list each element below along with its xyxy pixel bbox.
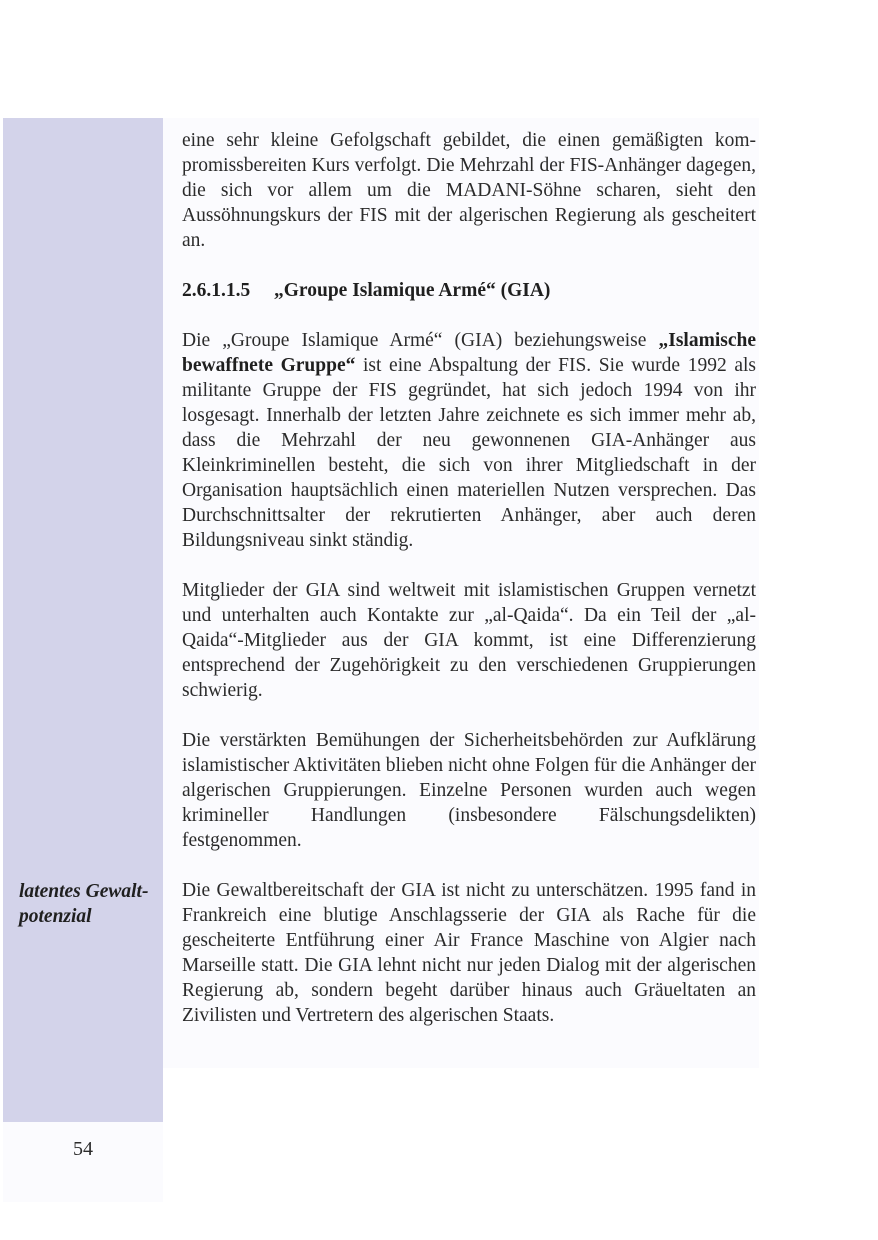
margin-sidebar [3,118,163,1122]
margin-note-line-1: latentes Gewalt- [19,881,149,902]
paragraph-continuation: eine sehr kleine Gefolgschaft gebildet, die einen gemäßigten kompromissbereiten Kurs verfolgt. Die Mehrzahl der FIS-Anhänger dagegen, die sich vor allem um die MADANI-Söhne scharen, sieht den Aussöhnungskurs der FIS mit der algerischen Regierung als gescheitert an. [182,130,756,251]
main-text-column [182,128,756,1053]
section-title: „Groupe Islamique Armé“ (GIA) [274,280,551,301]
paragraph-security-efforts: Die verstärkten Bemühungen der Sicherheitsbehörden zur Aufklärung islamistischer Aktivitäten blieben nicht ohne Folgen für die Anhänger der algerischen Gruppierungen. Einzelne Personen wurden auch wegen krimineller Handlungen (insbesondere Fälschungsdelikten) festgenommen. [182,730,756,851]
page-number: 54 [73,1138,93,1160]
margin-note [19,879,164,929]
page-number-box [3,1122,163,1202]
paragraph-gia-network: Mitglieder der GIA sind weltweit mit islamistischen Gruppen vernetzt und unterhalten auch Kontakte zur „al-Qaida“. Da ein Teil der „al-Qaida“-Mitglieder aus der GIA kommt, ist eine Differenzierung entsprechend der Zugehörigkeit zu den verschiedenen Gruppierungen schwierig. [182,580,756,701]
paragraph-violence: Die Gewaltbereitschaft der GIA ist nicht zu unterschätzen. 1995 fand in Frankreich eine blutige Anschlagsserie der GIA als Rache für die gescheiterte Entführung einer Air France Maschine von Algier nach Marseille statt. Die GIA lehnt nicht nur jeden Dialog mit der algerischen Regierung ab, sondern begeht darüber hinaus auch Gräueltaten an Zivilisten und Vertretern des algerischen Staats. [182,880,756,1026]
paragraph-gia-intro [182,328,756,553]
margin-note-line-2: potenzial [19,906,92,927]
gia-german-name: „Islamische bewaffnete Gruppe“ [182,330,756,376]
section-number: 2.6.1.1.5 [182,280,251,301]
paragraph-gia-intro-start: Die „Groupe Islamique Armé“ (GIA) beziehungsweise [182,330,659,351]
paragraph-gia-intro-rest: ist eine Abspaltung der FIS. Sie wurde 1992 als militante Gruppe der FIS gegründet, hat sich jedoch 1994 von ihr losgesagt. Innerhalb der letzten Jahre zeichnete es sich immer mehr ab, dass die Mehrzahl der neu gewonnenen GIA-Anhänger aus Kleinkriminellen besteht, die sich von ihrer Mitgliedschaft in der Organisation hauptsächlich einen materiellen Nutzen versprechen. Das Durchschnittsalter der rekrutierten Anhänger, aber auch deren Bildungsniveau sinkt ständig. [182,355,756,551]
section-heading [182,278,756,303]
